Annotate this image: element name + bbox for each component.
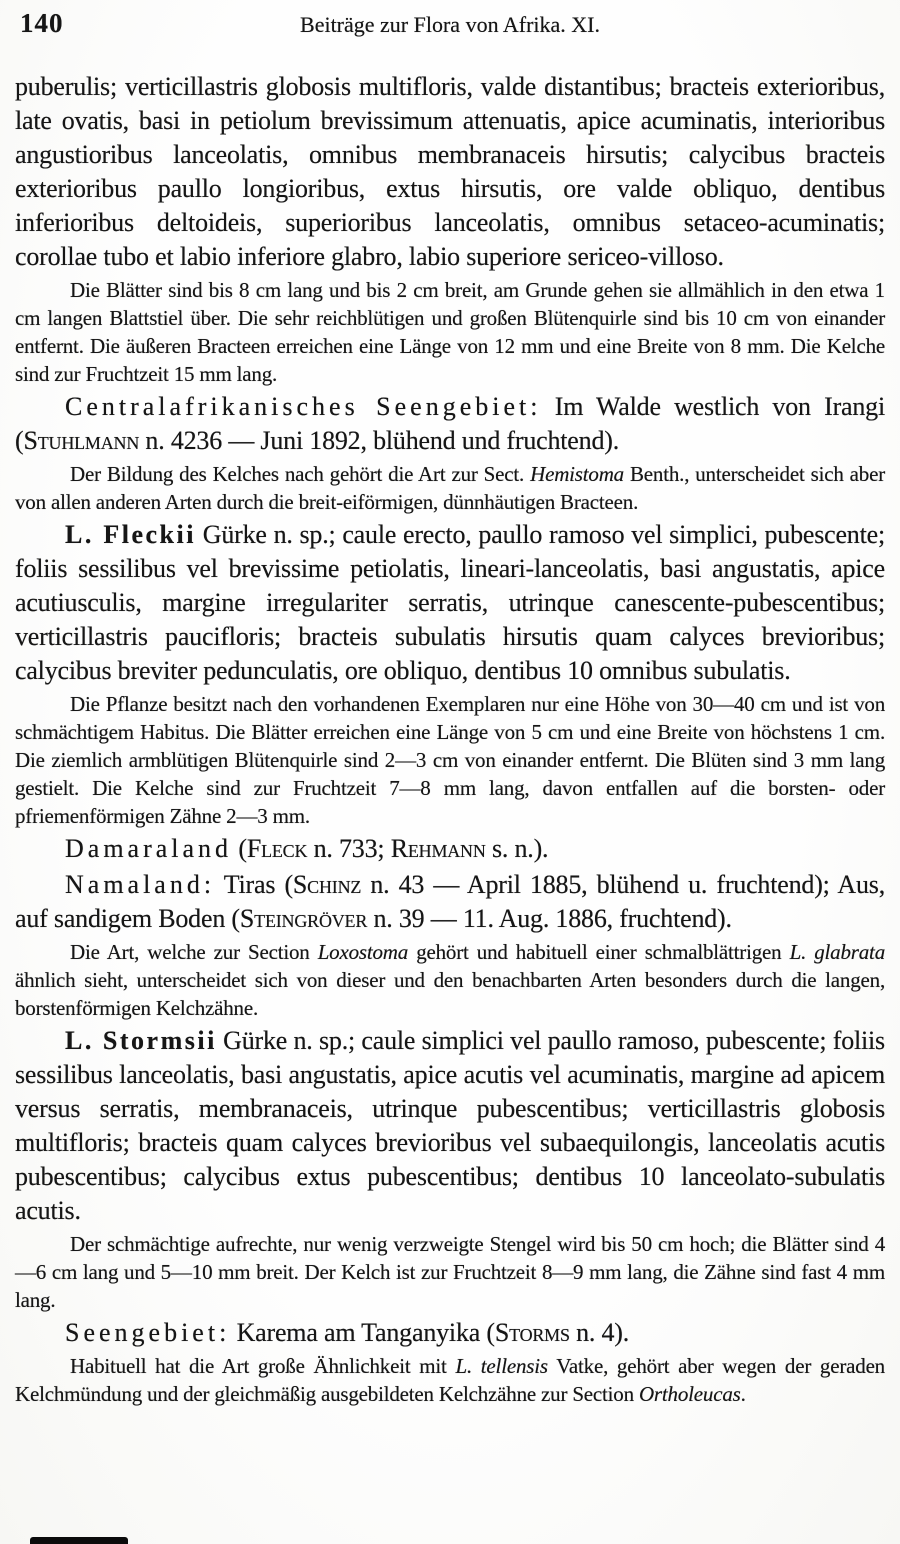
paragraph-german-description-2: Die Pflanze besitzt nach den vorhandenen Exemplaren nur eine Höhe von 30—40 cm und ist von schmächtigem Habitus. Die Blätter erreichen eine Länge von 5 cm und eine Breite von höchstens 1 cm. Die ziemlich armblütigen Blütenquirle sind 2—3 cm von einander entfernt. Die Blüten sind 3 mm lang gestielt. Die Kelche sind zur Fruchtzeit 7—8 mm lang, davon entfallen auf die borsten- oder pfriemenförmigen Zähne 2—3 mm. [15, 692, 885, 828]
collector-name: Schinz [292, 870, 362, 899]
species-diagnosis: Gürke n. sp.; caule simplici vel paullo ramoso, pubescente; foliis sessilibus lanceolatis, basi angustatis, apice acutis vel acuminatis, margine ad apicem versus serratis, membranaceis, utrinque pubescentibus; verticillastris globosis multifloris; bracteis quam calyces brevioribus vel subaequilongis, lanceolatis acutis pubescentibus; calycibus extus pubescentibus; dentibus 10 lanceolato-subulatis acutis. [15, 1026, 885, 1225]
scan-artifact-smudge [30, 1537, 128, 1544]
note-text: Benth., unterscheidet sich aber von allen anderen Arten durch die breit-eiförmigen, dünnhäutigen Bracteen. [15, 462, 885, 514]
paragraph-german-note-3 [15, 1352, 885, 1408]
paragraph-locality-namaland [15, 868, 885, 936]
note-text: . [740, 1382, 746, 1406]
page-number: 140 [20, 8, 64, 38]
locality-text: Tiras ( [215, 870, 293, 899]
locality-text: n. 4). [569, 1318, 630, 1347]
collector-name: Stuhlmann [23, 426, 140, 455]
note-text: gehört und habituell einer schmalblättrigen [408, 940, 790, 964]
locality-heading: Namaland: [65, 870, 216, 899]
note-text: Die Art, welche zur Section [70, 940, 318, 964]
locality-text: n. 43 — April 1885, blühend u. fruchtend); Aus, auf sandigem Boden ( [15, 870, 885, 933]
paragraph-german-description-1: Die Blätter sind bis 8 cm lang und bis 2 cm breit, am Grunde gehen sie allmählich in den etwa 1 cm langen Blattstiel über. Die sehr reichblütigen und großen Blütenquirle sind bis 10 cm von einander entfernt. Die äußeren Bracteen erreichen eine Länge von 12 mm und eine Breite von 8 mm. Die Kelche sind zur Fruchtzeit 15 mm lang. [15, 278, 885, 386]
paragraph-locality-seengebiet [15, 1316, 885, 1350]
note-text: Der Bildung des Kelches nach gehört die Art zur Sect. [70, 462, 531, 486]
paragraph-latin-diagnosis-continuation: puberulis; verticillastris globosis multifloris, valde distantibus; bracteis exterioribus, late ovatis, basi in petiolum brevissimum attenuatis, apice acuminatis, interioribus angustioribus lanceolatis, omnibus membranaceis hirsutis; calycibus bracteis exterioribus paullo longioribus, extus hirsutis, ore valde obliquo, dentibus inferioribus deltoideis, superioribus lanceolatis, omnibus setaceo-acuminatis; corollae tubo et labio inferiore glabro, labio superiore sericeo-villoso. [15, 72, 885, 271]
species-name: L. Fleckii [65, 520, 196, 549]
taxon-name-italic: L. glabrata [789, 940, 885, 964]
note-text: Habituell hat die Art große Ähnlichkeit mit [70, 1354, 456, 1378]
running-title: Beiträge zur Flora von Afrika. XI. [300, 12, 600, 37]
page-header [0, 0, 900, 46]
paragraph-locality-centralafrikanisches-seengebiet [15, 390, 885, 458]
paragraph-german-note-1 [15, 460, 885, 516]
locality-text: Karema am Tanganyika ( [230, 1318, 495, 1347]
paragraph-german-description-3: Der schmächtige aufrechte, nur wenig verzweigte Stengel wird bis 50 cm hoch; die Blätter sind 4—6 cm lang und 5—10 mm breit. Der Kelch ist zur Fruchtzeit 8—9 mm lang, die Zähne sind fast 4 mm lang. [15, 1232, 885, 1312]
collector-name: Fleck [246, 834, 308, 863]
paragraph-species-l-stormsii [15, 1024, 885, 1228]
locality-text: n. 4236 — Juni 1892, blühend und fruchtend). [139, 426, 620, 455]
taxon-name-italic: Loxostoma [317, 940, 409, 964]
species-diagnosis: Gürke n. sp.; caule erecto, paullo ramoso vel simplici, pubescente; foliis sessilibus vel brevissime petiolatis, lineari-lanceolatis, basi angustatis, apice acutiusculis, margine irregulariter serratis, utrinque canescente-pubescentibus; verticillastris paucifloris; bracteis subulatis hirsutis quam calyces brevioribus; calycibus breviter pedunculatis, ore obliquo, dentibus 10 omnibus subulatis. [15, 520, 885, 685]
locality-text: n. 39 — 11. Aug. 1886, fruchtend). [367, 904, 732, 933]
locality-text: s. n.). [485, 834, 549, 863]
note-text: Vatke, gehört aber wegen der geraden Kelchmündung und der gleichmäßig ausgebildeten Kelchzähne zur Section [15, 1354, 885, 1406]
note-text: ähnlich sieht, unterscheidet sich von dieser und den benachbarten Arten besonders durch die langen, borstenförmigen Kelchzähne. [15, 968, 885, 1020]
page-body [15, 70, 885, 1408]
taxon-name-italic: Ortholeucas [638, 1382, 741, 1406]
locality-heading: Seengebiet: [65, 1318, 231, 1347]
locality-text: ( [232, 834, 247, 863]
locality-heading: Centralafrikanisches Seengebiet: [65, 392, 542, 421]
locality-text: Im Walde westlich von Irangi ( [15, 392, 885, 455]
collector-name: Storms [494, 1318, 570, 1347]
locality-heading: Damaraland [65, 834, 233, 863]
paragraph-locality-damaraland [15, 832, 885, 866]
paragraph-species-l-fleckii [15, 518, 885, 688]
collector-name: Rehmann [390, 834, 486, 863]
taxon-name-italic: Hemistoma [530, 462, 624, 486]
collector-name: Steingröver [239, 904, 368, 933]
paragraph-german-note-2 [15, 938, 885, 1022]
locality-text: n. 733; [307, 834, 391, 863]
species-name: L. Stormsii [65, 1026, 217, 1055]
taxon-name-italic: L. tellensis [455, 1354, 548, 1378]
